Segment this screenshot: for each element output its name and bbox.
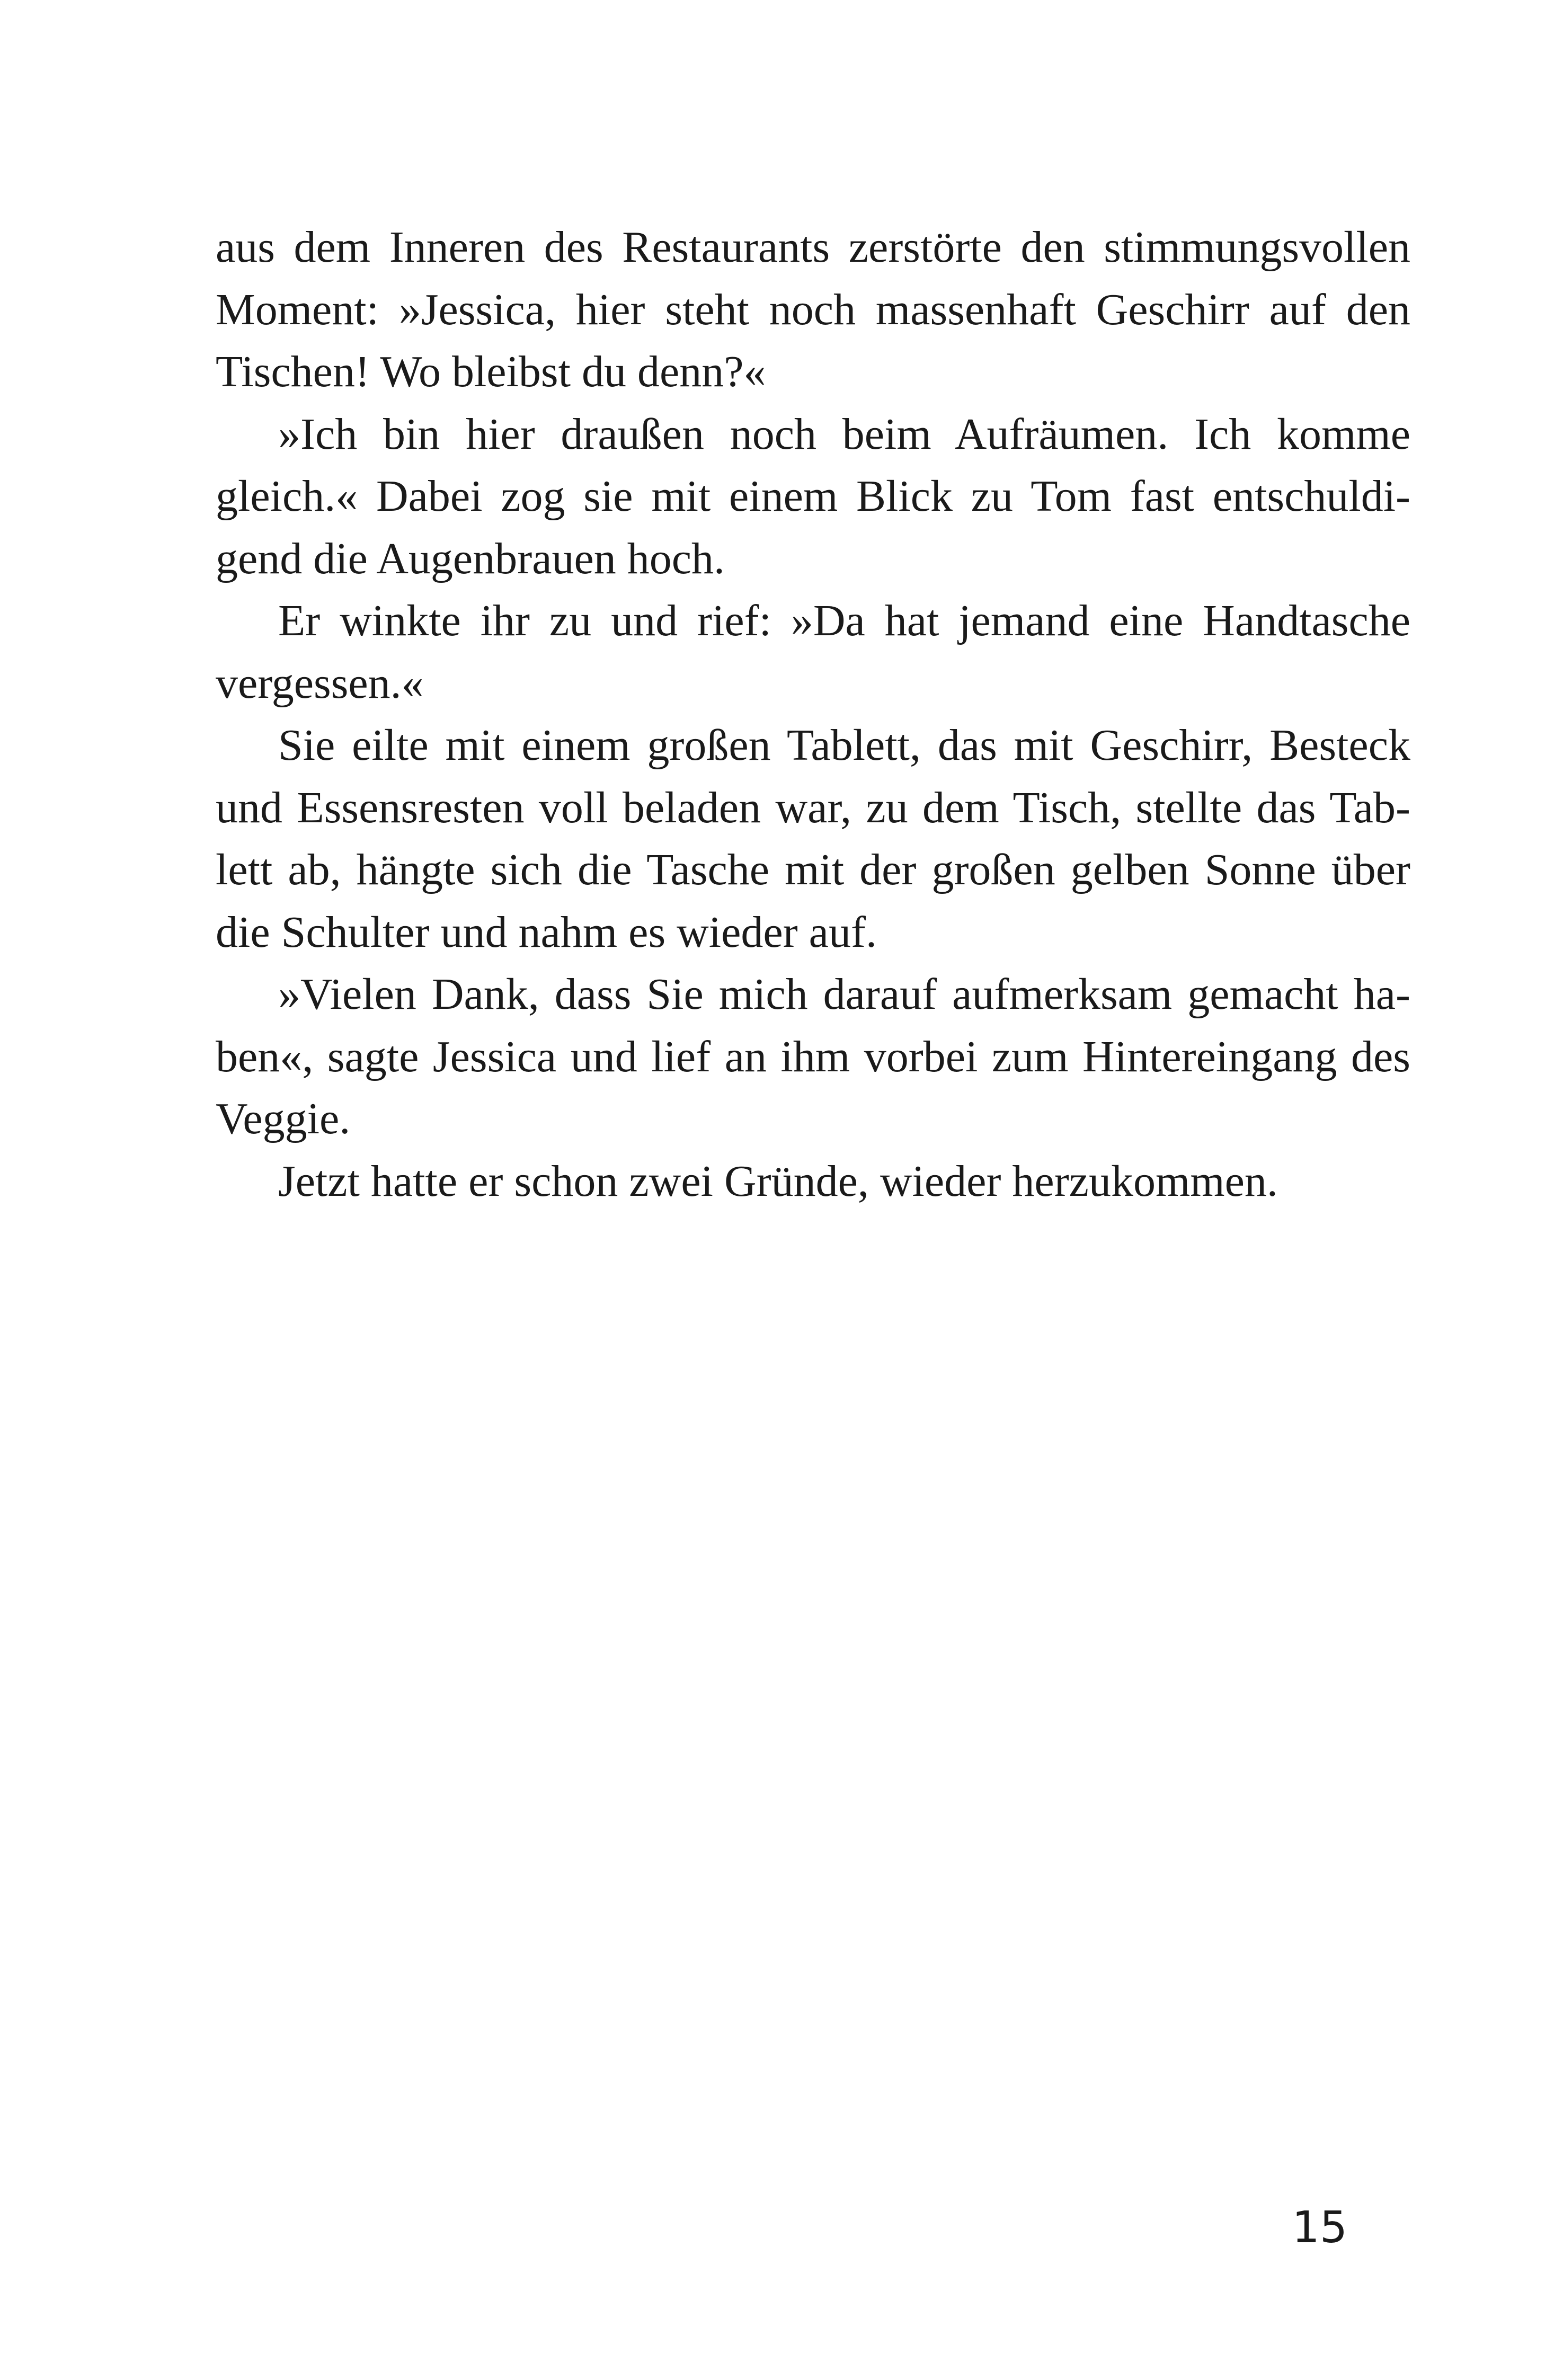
text-line: und Essensresten voll beladen war, zu dem Tisch, stellte das Tab-	[216, 783, 1410, 832]
text-line: die Schulter und nahm es wieder auf.	[216, 907, 877, 957]
text-line: lett ab, hängte sich die Tasche mit der großen gelben Sonne über	[216, 845, 1410, 894]
paragraph-3	[216, 590, 1410, 714]
text-line: Tischen! Wo bleibst du denn?«	[216, 347, 766, 396]
paragraph-6	[216, 1150, 1410, 1213]
text-line: Er winkte ihr zu und rief: »Da hat jemand eine Handtasche	[278, 596, 1410, 645]
paragraph-1	[216, 216, 1410, 403]
paragraph-5	[216, 963, 1410, 1150]
text-line: »Vielen Dank, dass Sie mich darauf aufmerksam gemacht ha-	[278, 970, 1410, 1019]
body-text	[216, 216, 1410, 1212]
text-line: vergessen.«	[216, 658, 424, 708]
text-line: aus dem Inneren des Restaurants zerstörte den stimmungsvollen	[216, 223, 1410, 272]
text-line: gleich.« Dabei zog sie mit einem Blick zu Tom fast entschuldi-	[216, 472, 1410, 521]
text-line: ben«, sagte Jessica und lief an ihm vorbei zum Hintereingang des	[216, 1032, 1410, 1081]
text-line: »Ich bin hier draußen noch beim Aufräumen. Ich komme	[278, 409, 1410, 459]
text-line: gend die Augenbrauen hoch.	[216, 534, 725, 583]
text-line: Veggie.	[216, 1094, 351, 1143]
text-line: Jetzt hatte er schon zwei Gründe, wieder herzukommen.	[278, 1156, 1278, 1206]
paragraph-2	[216, 403, 1410, 590]
text-line: Sie eilte mit einem großen Tablett, das mit Geschirr, Besteck	[278, 721, 1410, 770]
paragraph-4	[216, 714, 1410, 963]
text-line: Moment: »Jessica, hier steht noch massenhaft Geschirr auf den	[216, 285, 1410, 334]
page-number: 15	[1292, 2203, 1347, 2253]
